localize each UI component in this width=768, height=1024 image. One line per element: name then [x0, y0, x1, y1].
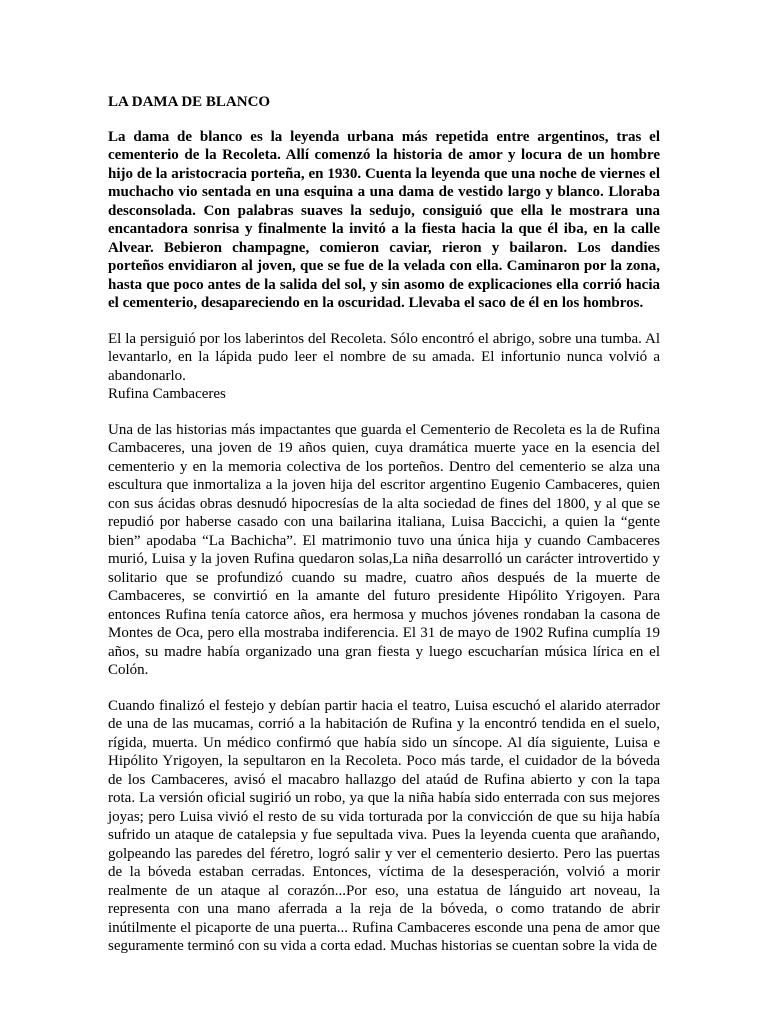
subheading-rufina: Rufina Cambaceres [108, 386, 226, 402]
document-title: LA DAMA DE BLANCO [108, 94, 271, 110]
paragraph-legend-intro: La dama de blanco es la leyenda urbana más repetida entre argentinos, tras el cementerio de la Recoleta. Allí comenzó la historia de amor y locura de un hombre hijo de la aristocracia porteña, en 1930. Cuenta la leyenda que una noche de viernes el muchacho vio sentada en una esquina a una dama de vestido largo y blanco. Lloraba desconsolada. Con palabras suaves la sedujo, consiguió que ella le mostrara una encantadora sonrisa y finalmente la invitó a la fiesta hacia la que él iba, en la calle Alvear. Bebieron champagne, comieron caviar, rieron y bailaron. Los dandies porteños envidiaron al joven, que se fue de la velada con ella. Caminaron por la zona, hasta que poco antes de la salida del sol, y sin asomo de explicaciones ella corrió hacia el cementerio, desapareciendo en la oscuridad. Llevaba el saco de él en los hombros. [108, 128, 660, 311]
paragraph-rufina-death: Cuando finalizó el festejo y debían partir hacia el teatro, Luisa escuchó el alarido aterrador de una de las mucamas, corrió a la habitación de Rufina y la encontró tendida en el suelo, rígida, muerta. Un médico confirmó que había sido un síncope. Al día siguiente, Luisa e Hipólito Yrigoyen, la sepultaron en la Recoleta. Poco más tarde, el cuidador de la bóveda de los Cambaceres, avisó el macabro hallazgo del ataúd de Rufina abierto y con la tapa rota. La versión oficial sugirió un robo, ya que la niña había sido enterrada con sus mejores joyas; pero Luisa vivió el resto de su vida torturada por la convicción de que su hija había sufrido un ataque de catalepsia y fue sepultada viva. Pues la leyenda cuenta que arañando, golpeando las paredes del féretro, logró salir y ver el cementerio desierto. Pero las puertas de la bóveda estaban cerradas. Entonces, víctima de la desesperación, volvió a morir realmente de un ataque al corazón...Por eso, una estatua de lánguido art noveau, la representa con una mano aferrada a la reja de la bóveda, o como tratando de abrir inútilmente el picaporte de una puerta... Rufina Cambaceres esconde una pena de amor que seguramente terminó con su vida a corta edad. Muchas historias se cuentan sobre la vida de [108, 697, 660, 954]
paragraph-rufina-history: Una de las historias más impactantes que guarda el Cementerio de Recoleta es la de Rufina Cambaceres, una joven de 19 años quien, cuya dramática muerte yace en la esencia del cementerio y en la memoria colectiva de los porteños. Dentro del cementerio se alza una escultura que inmortaliza a la joven hija del escritor argentino Eugenio Cambaceres, quien con sus ácidas obras desnudó hipocresías de la alta sociedad de fines del 1800, y al que se repudió por haberse casado con una bailarina italiana, Luisa Baccichi, a quien la “gente bien” apodaba “La Bachicha”. El matrimonio tuvo una única hija y cuando Cambaceres murió, Luisa y la joven Rufina quedaron solas,La niña desarrolló un carácter introvertido y solitario que se profundizó cuando su madre, cuatro años después de la muerte de Cambaceres, se convirtió en la amante del futuro presidente Hipólito Yrigoyen. Para entonces Rufina tenía catorce años, era hermosa y muchos jóvenes rondaban la casona de Montes de Oca, pero ella mostraba indiferencia. El 31 de mayo de 1902 Rufina cumplía 19 años, su madre había organizado una gran fiesta y luego escucharían música lírica en el Colón. [108, 421, 660, 678]
paragraph-legend-ending: El la persiguió por los laberintos del Recoleta. Sólo encontró el abrigo, sobre una tumba. Al levantarlo, en la lápida pudo leer el nombre de su amada. El infortunio nunca volvió a abandonarlo. [108, 330, 660, 384]
document-page [108, 93, 660, 956]
